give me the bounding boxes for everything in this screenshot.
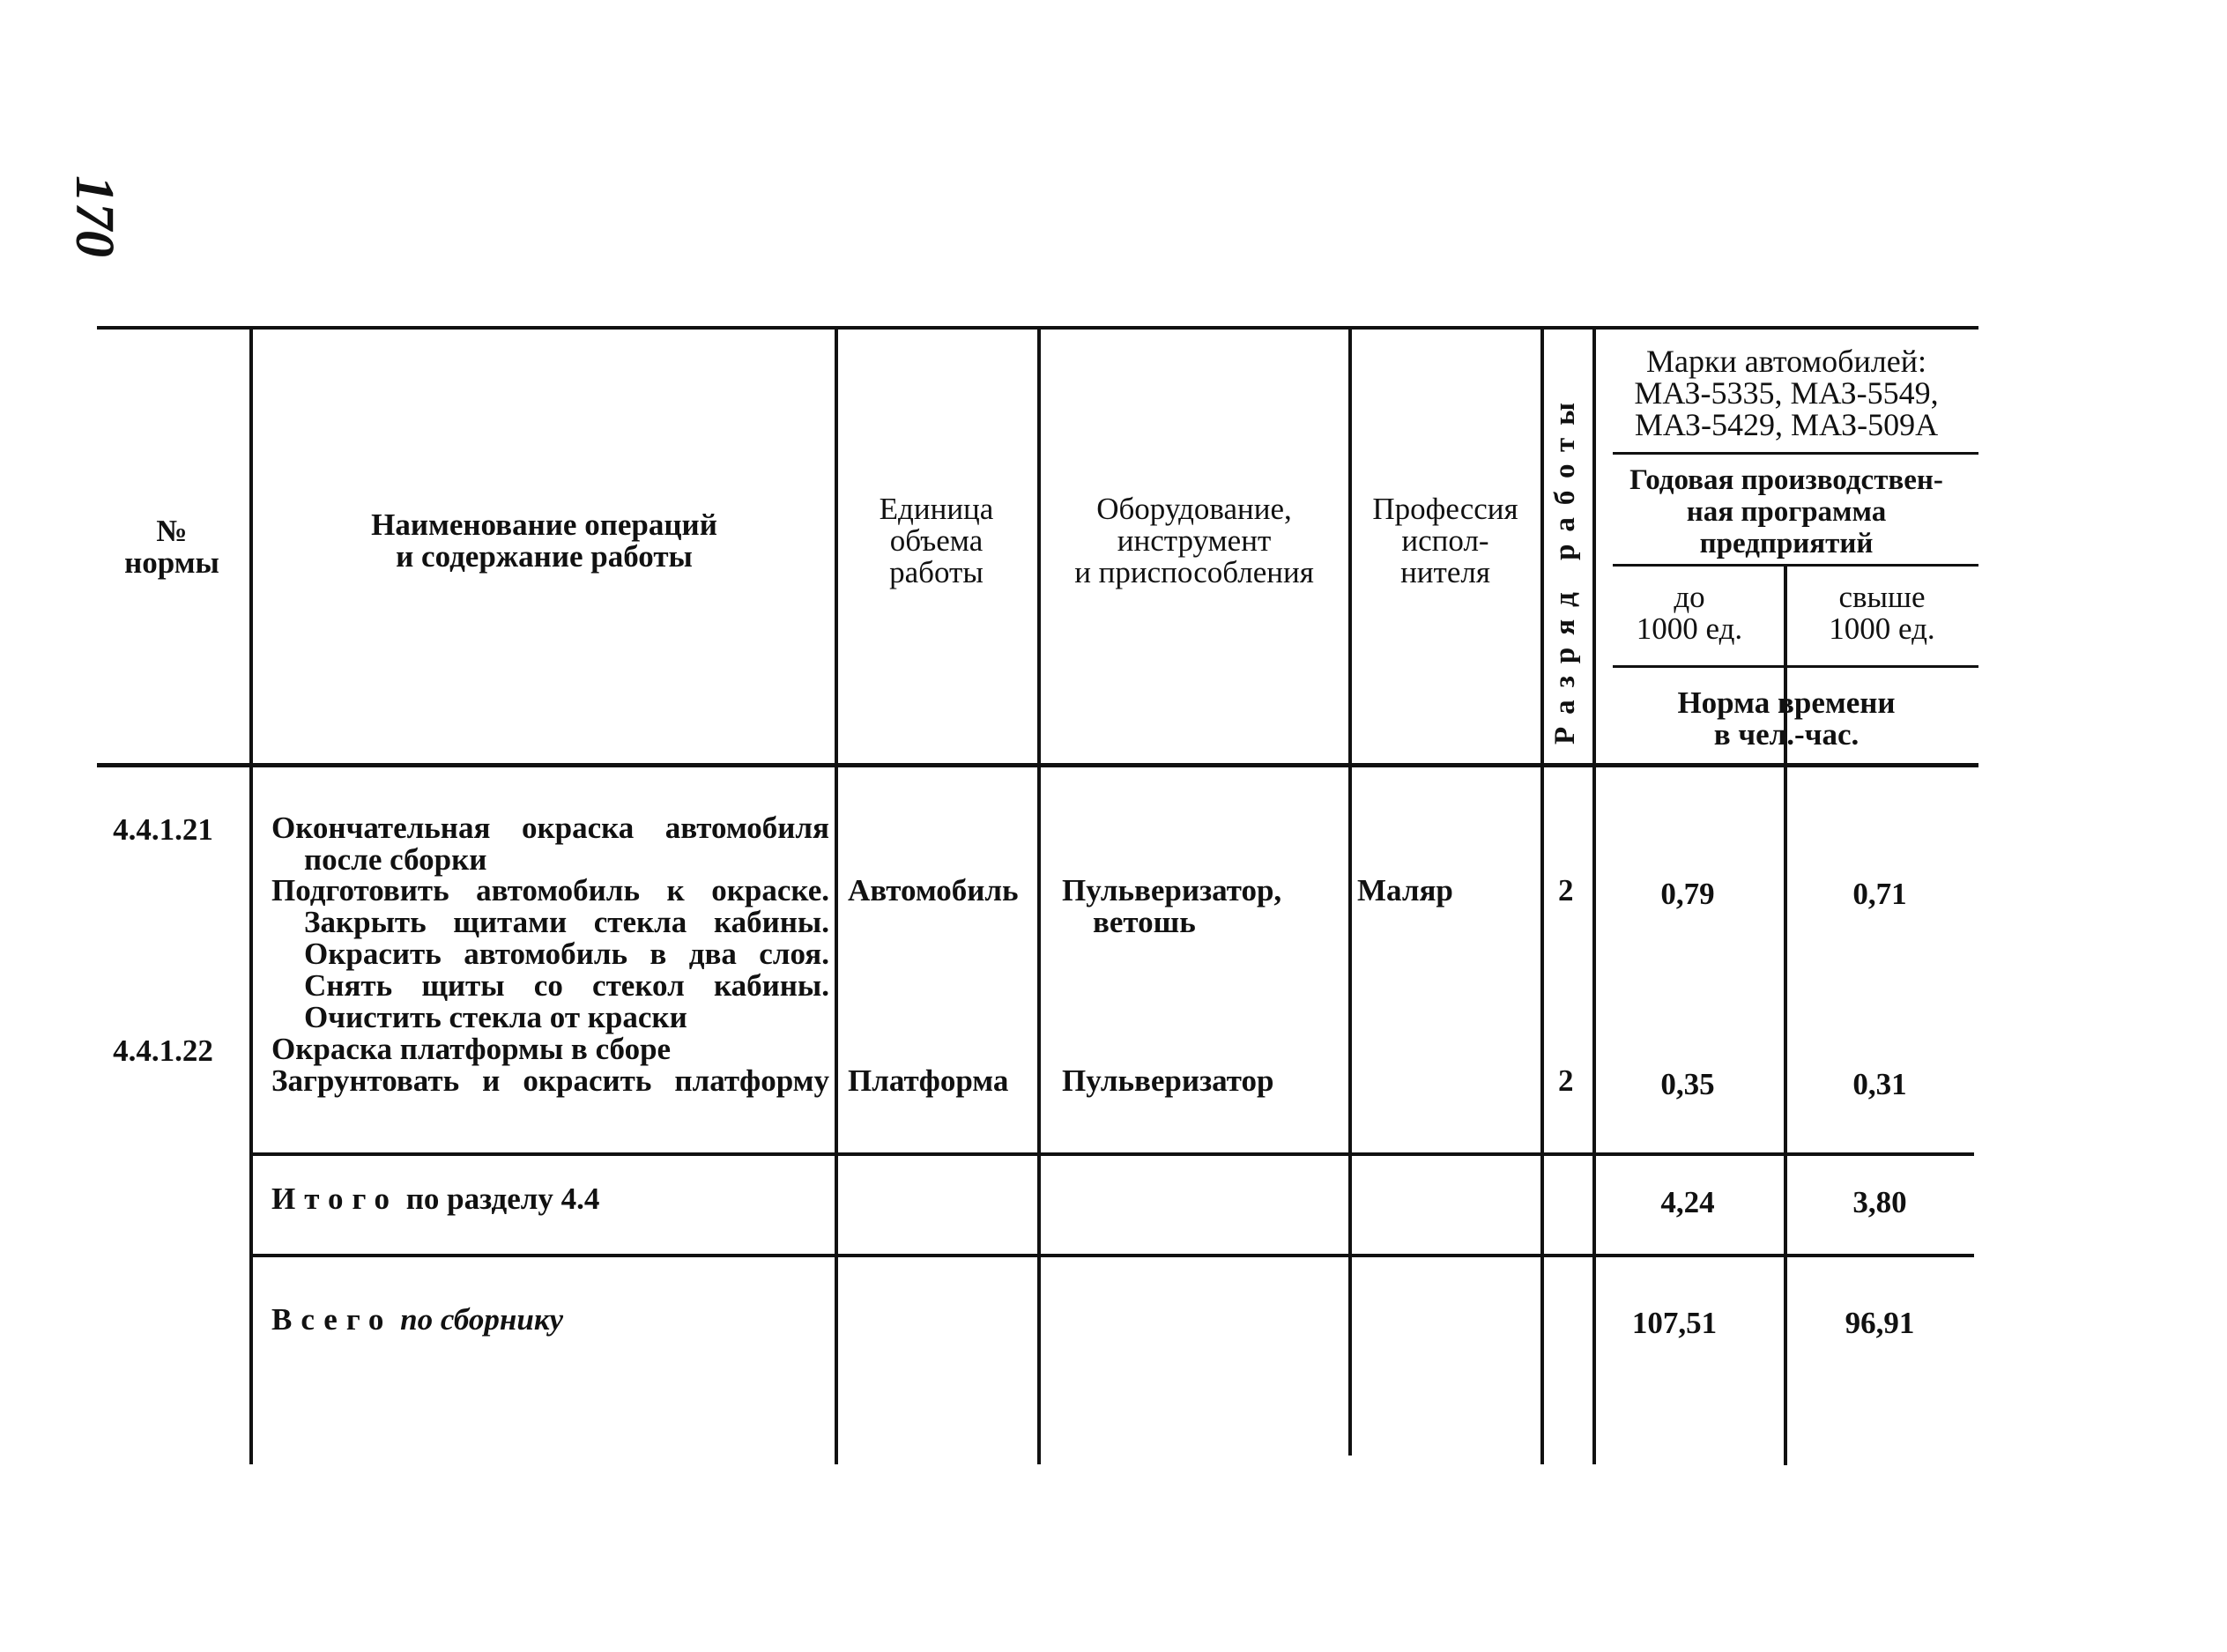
subtotal-label-rest: по разделу 4.4 bbox=[405, 1182, 600, 1216]
page-number: 170 bbox=[64, 175, 124, 257]
header-no: № нормы bbox=[124, 514, 219, 580]
header-brands: Марки автомобилей: МАЗ-5335, МАЗ-5549, МАЗ-5429, МАЗ-509А bbox=[1634, 344, 1939, 442]
row-step: Очистить стекла от краски bbox=[304, 1000, 687, 1034]
total-label bbox=[271, 1304, 563, 1336]
subtotal-up-to: 4,24 bbox=[1660, 1185, 1715, 1219]
total-over: 96,91 bbox=[1845, 1306, 1915, 1340]
row-unit: Автомобиль bbox=[848, 873, 1019, 907]
subtotal-label bbox=[271, 1183, 599, 1215]
total-label-spaced: Всего bbox=[271, 1302, 393, 1337]
header-annual-program: Годовая производствен- ная программа предприятий bbox=[1629, 464, 1943, 559]
program-rule bbox=[1613, 564, 1978, 567]
row-title-cont: после сборки bbox=[304, 842, 487, 877]
subcol-rule bbox=[1613, 665, 1978, 668]
col-divider-6 bbox=[1592, 328, 1596, 1464]
header-unit: Единица объема работы bbox=[879, 492, 994, 589]
row-step: Загрунтовать и окрасить платформу bbox=[271, 1063, 829, 1098]
row-no: 4.4.1.21 bbox=[113, 812, 213, 847]
subtotal-over: 3,80 bbox=[1852, 1185, 1907, 1219]
col-divider-4 bbox=[1348, 328, 1352, 1456]
total-up-to: 107,51 bbox=[1631, 1306, 1718, 1340]
row-grade: 2 bbox=[1558, 873, 1574, 907]
header-up-to: до 1000 ед. bbox=[1636, 580, 1743, 646]
header-time-norm: Норма времени в чел.-час. bbox=[1677, 685, 1896, 752]
row-over: 0,31 bbox=[1852, 1067, 1907, 1101]
brands-rule bbox=[1613, 452, 1978, 455]
row-profession: Маляр bbox=[1357, 873, 1453, 907]
row-equipment: Пульверизатор bbox=[1062, 1063, 1274, 1098]
row-title: Окончательная окраска автомобиля bbox=[271, 811, 829, 845]
header-over: свыше 1000 ед. bbox=[1829, 580, 1935, 646]
row-up-to: 0,79 bbox=[1660, 877, 1715, 911]
row-step: Снять щиты со стекол кабины. bbox=[304, 968, 829, 1003]
subtotal-label-spaced: Итого bbox=[271, 1182, 398, 1216]
header-grade: Разряд работы bbox=[1549, 389, 1581, 745]
row-over: 0,71 bbox=[1852, 877, 1907, 911]
col-divider-5 bbox=[1540, 328, 1544, 1464]
row-step: Окрасить автомобиль в два слоя. bbox=[304, 937, 829, 971]
header-profession: Профессия испол- нителя bbox=[1372, 492, 1518, 589]
total-top-rule bbox=[251, 1254, 1974, 1257]
row-grade: 2 bbox=[1558, 1063, 1574, 1098]
row-equipment: Пульверизатор, bbox=[1062, 873, 1282, 907]
row-no: 4.4.1.22 bbox=[113, 1033, 213, 1068]
row-equipment-cont: ветошь bbox=[1093, 905, 1196, 939]
header-equipment: Оборудование, инструмент и приспособления bbox=[1074, 492, 1314, 589]
row-step: Подготовить автомобиль к окраске. bbox=[271, 873, 829, 907]
subtotal-top-rule bbox=[251, 1152, 1974, 1156]
row-unit: Платформа bbox=[848, 1063, 1009, 1098]
row-up-to: 0,35 bbox=[1660, 1067, 1715, 1101]
row-step: Закрыть щитами стекла кабины. bbox=[304, 905, 829, 939]
header-name: Наименование операций и содержание работы bbox=[371, 507, 717, 574]
row-title: Окраска платформы в сборе bbox=[271, 1032, 672, 1066]
total-label-rest: по сборнику bbox=[400, 1302, 564, 1337]
col-divider-1 bbox=[249, 328, 253, 1464]
